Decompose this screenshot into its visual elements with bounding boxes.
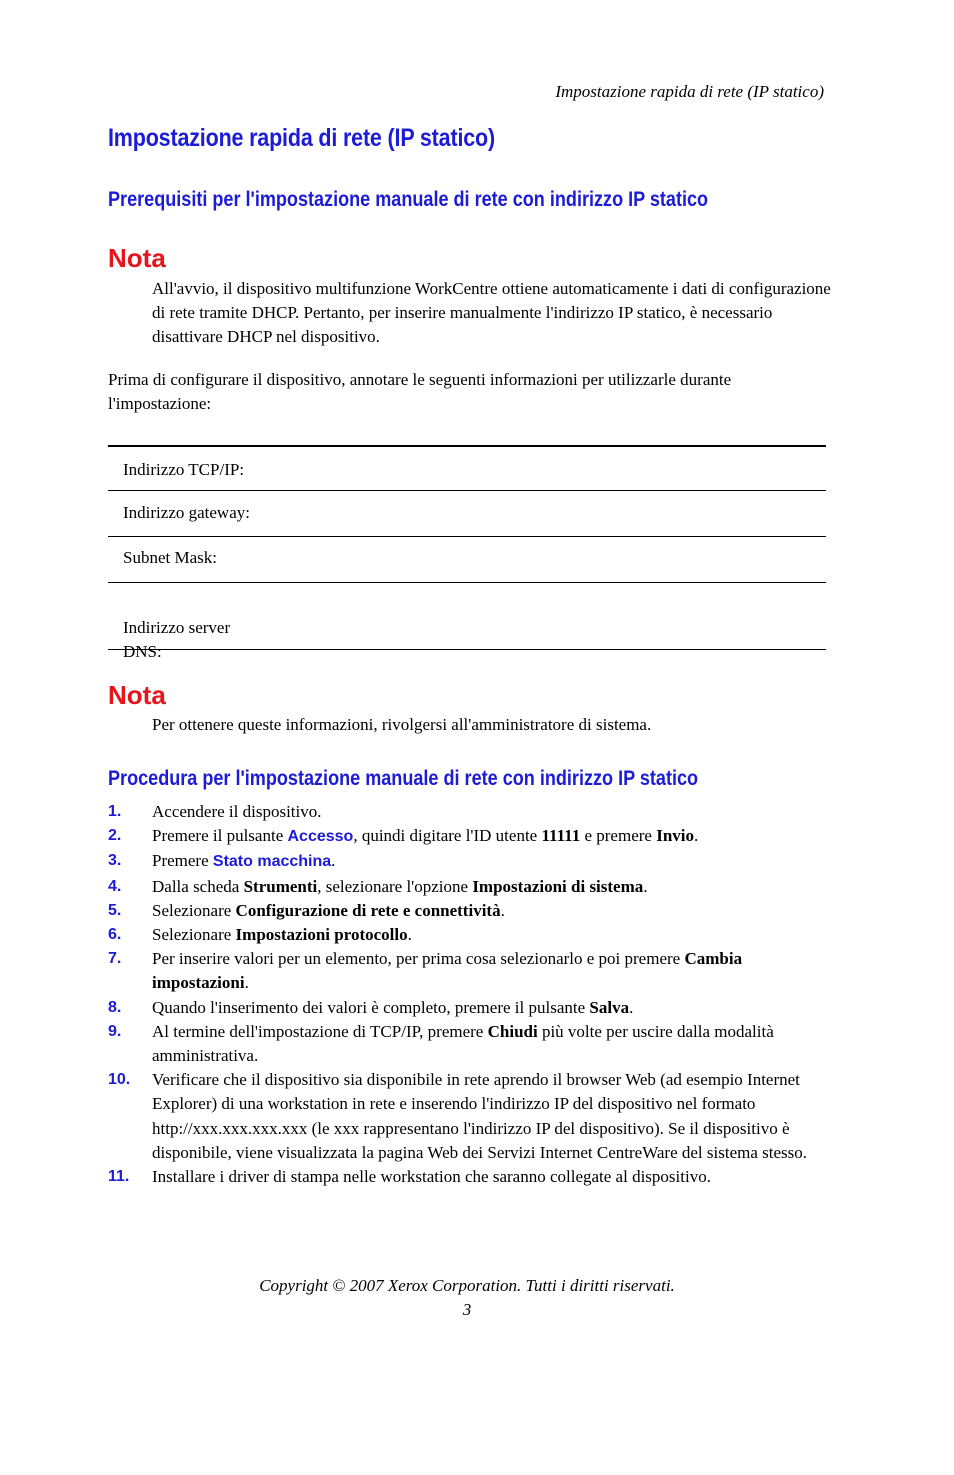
step-text [152, 877, 648, 896]
list-item [108, 800, 838, 824]
list-item [108, 923, 838, 947]
step-number: 3. [108, 852, 122, 870]
copyright-footer: Copyright © 2007 Xerox Corporation. Tutti i diritti riservati. [259, 1276, 675, 1295]
emphasis-text: Strumenti [243, 876, 318, 896]
note-label: Nota [108, 680, 166, 710]
emphasis-text: Cambia impostazioni [152, 949, 743, 993]
step-text [152, 1022, 774, 1065]
table-cell-label: Indirizzo TCP/IP: [123, 460, 245, 479]
emphasis-text: Impostazioni protocollo [235, 925, 408, 945]
list-item [108, 899, 838, 923]
emphasis-text: Invio [656, 826, 694, 846]
network-info-table [108, 445, 826, 661]
text-run: Selezionare [152, 925, 236, 945]
step-number: 4. [108, 877, 122, 895]
text-run: Dalla scheda [152, 876, 244, 896]
note-text: All'avvio, il dispositivo multifunzione WorkCentre ottiene automaticamente i dati di configurazione di rete tramite DHCP. Pertanto, per inserire manualmente l'indirizzo IP statico, è necessario disattivare DHCP nel dispositivo. [152, 279, 831, 346]
list-item [108, 947, 838, 995]
step-text [152, 925, 412, 944]
step-number: 1. [108, 803, 122, 820]
emphasis-text: Chiudi [487, 1021, 538, 1041]
note-label: Nota [108, 243, 166, 273]
step-number: 2. [108, 827, 122, 845]
step-number: 7. [108, 950, 122, 968]
text-run: Per inserire valori per un elemento, per prima cosa selezionarlo e poi premere [152, 949, 685, 969]
emphasis-text: 11111 [541, 826, 581, 846]
ui-control-reference: Stato macchina [212, 853, 332, 871]
list-item [108, 1165, 838, 1189]
table-cell-label: Indirizzo server DNS: [123, 618, 231, 661]
list-item [108, 824, 838, 849]
text-run: Verificare che il dispositivo sia disponibile in rete aprendo il browser Web (ad esempio Internet Explorer) di una workstation in rete e inserendo l'indirizzo IP del dispositivo nel formato http://xxx.xxx.xxx.xxx (le xxx rappresentano l'indirizzo IP del dispositivo). Se il dispositivo è disponibile, viene visualizzata la pagina Web dei Servizi Internet CentreWare del sistema stesso. [152, 1070, 808, 1162]
emphasis-text: Salva [589, 997, 630, 1017]
text-run: Al termine dell'impostazione di TCP/IP, premere [152, 1021, 488, 1041]
page-number: 3 [462, 1300, 472, 1319]
page-title: Impostazione rapida di rete (IP statico) [108, 124, 495, 152]
text-run: . [244, 973, 249, 993]
note-text: Per ottenere queste informazioni, rivolgersi all'amministratore di sistema. [152, 715, 652, 734]
emphasis-text: Impostazioni di sistema [472, 876, 644, 896]
list-item [108, 849, 838, 874]
section-heading-procedure: Procedura per l'impostazione manuale di rete con indirizzo IP statico [108, 767, 699, 790]
table-row [108, 445, 826, 491]
step-number: 9. [108, 1022, 122, 1040]
list-item [108, 1068, 838, 1165]
text-run: , quindi digitare l'ID utente [353, 826, 542, 846]
text-run: . [643, 876, 648, 896]
text-run: e premere [580, 826, 657, 846]
step-text [152, 949, 742, 992]
text-run: . [407, 925, 412, 945]
step-text [152, 802, 322, 821]
intro-paragraph: Prima di configurare il dispositivo, annotare le seguenti informazioni per utilizzarle durante l'impostazione: [108, 370, 732, 413]
step-number: 6. [108, 926, 122, 944]
table-cell-label: Indirizzo gateway: [123, 503, 250, 522]
text-run: Premere il pulsante [152, 826, 288, 846]
list-item [108, 1020, 838, 1068]
table-row [108, 537, 826, 583]
section-heading-prerequisites: Prerequisiti per l'impostazione manuale di rete con indirizzo IP statico [108, 188, 709, 211]
ui-control-reference: Accesso [287, 828, 354, 846]
step-number: 11. [108, 1168, 130, 1186]
text-run: Premere [152, 851, 213, 871]
step-text [152, 901, 505, 920]
text-run: . [694, 826, 699, 846]
step-number: 10. [108, 1071, 131, 1089]
text-run: Installare i driver di stampa nelle workstation che saranno collegate al dispositivo. [152, 1167, 711, 1187]
step-text [152, 1070, 807, 1162]
text-run: Selezionare [152, 900, 236, 920]
procedure-steps-list [108, 800, 838, 1189]
emphasis-text: Configurazione di rete e connettività [235, 900, 501, 920]
text-run: , selezionare l'opzione [317, 876, 473, 896]
step-number: 8. [108, 998, 122, 1016]
step-text [152, 998, 633, 1017]
step-text [152, 826, 698, 845]
table-row [108, 583, 826, 661]
step-text [152, 1167, 711, 1186]
text-run: . [331, 851, 336, 871]
table-cell-label: Subnet Mask: [123, 548, 217, 567]
text-run: . [629, 997, 634, 1017]
text-run: Quando l'inserimento dei valori è completo, premere il pulsante [152, 997, 590, 1017]
text-run: Accendere il dispositivo. [152, 802, 322, 821]
step-text [152, 851, 335, 870]
text-run: più volte per uscire dalla modalità amministrativa. [152, 1021, 774, 1066]
text-run: . [500, 900, 505, 920]
running-header: Impostazione rapida di rete (IP statico) [555, 82, 824, 101]
step-number: 5. [108, 901, 122, 919]
list-item [108, 875, 838, 899]
list-item [108, 996, 838, 1020]
table-row [108, 491, 826, 537]
